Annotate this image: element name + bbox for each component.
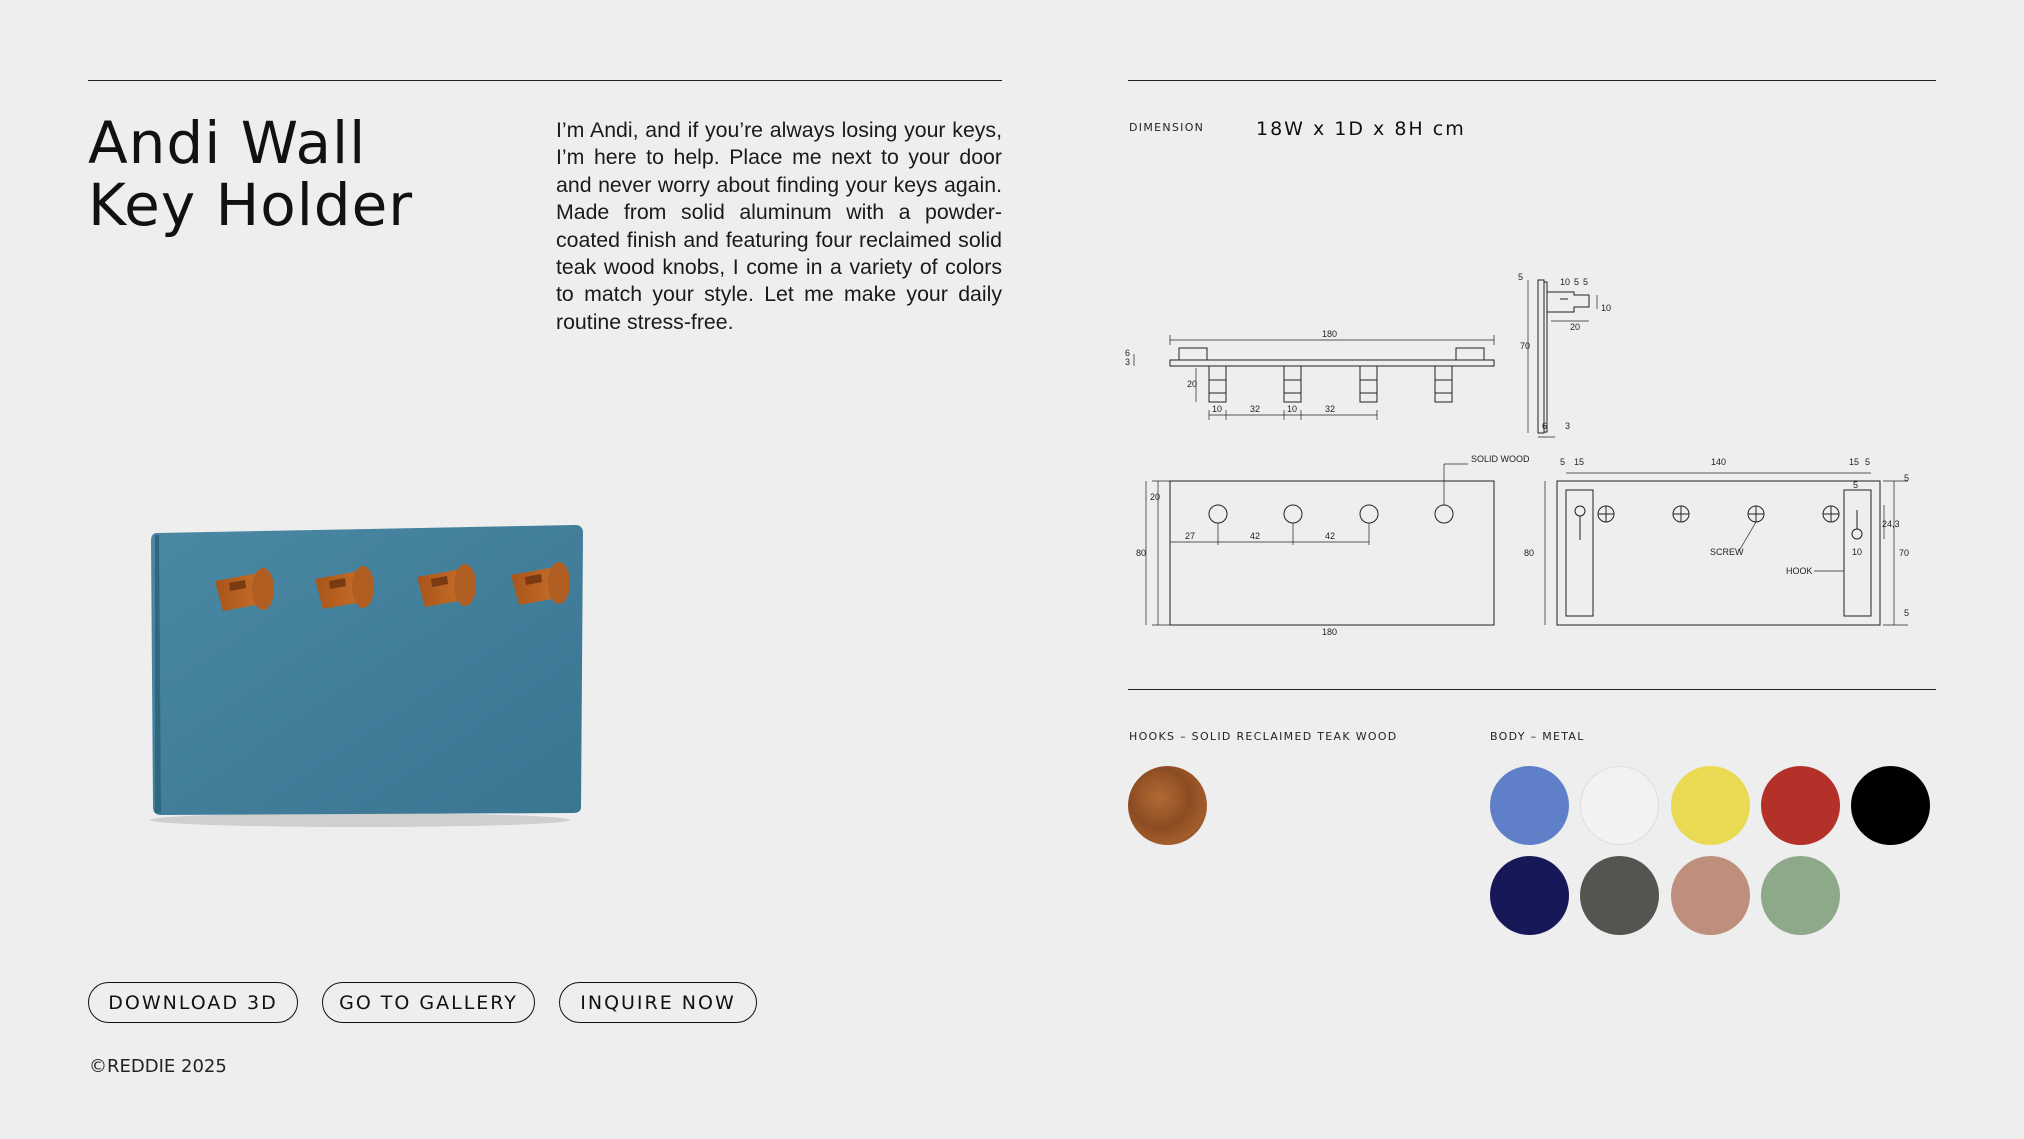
- dim-5b-back: 5: [1865, 457, 1871, 467]
- dim-10-right-side: 10: [1601, 303, 1612, 313]
- dim-32b-top: 32: [1325, 404, 1336, 414]
- body-material-label: BODY – METAL: [1490, 730, 1585, 743]
- hooks-material-label: HOOKS – SOLID RECLAIMED TEAK WOOD: [1129, 730, 1398, 743]
- product-title-line2: Key Holder: [88, 171, 414, 239]
- dim-5b-side: 5: [1583, 277, 1589, 287]
- product-title: [88, 109, 414, 239]
- swatch-white[interactable]: [1580, 766, 1659, 845]
- dim-5a-side: 5: [1574, 277, 1580, 287]
- dim-180-front: 180: [1322, 627, 1338, 635]
- swatch-teak[interactable]: [1128, 766, 1207, 845]
- dim-20-front: 20: [1150, 492, 1161, 502]
- hook-callout: HOOK: [1786, 566, 1813, 576]
- dim-5-side: 5: [1518, 272, 1524, 282]
- dim-24-3-back: 24,3: [1882, 519, 1900, 529]
- product-title-line1: Andi Wall: [88, 109, 367, 177]
- product-description: I’m Andi, and if you’re always losing your keys, I’m here to help. Place me next to your door and never worry about finding your keys again. Made from solid aluminum with a powder-coated finish and featuring four reclaimed solid teak wood knobs, I come in a variety of colors to match your style. Let me make your daily routine stress-free.: [556, 118, 1002, 334]
- dim-70-side: 70: [1520, 341, 1531, 351]
- dim-5-back: 5: [1560, 457, 1566, 467]
- dim-42b-front: 42: [1325, 531, 1336, 541]
- dim-80-front: 80: [1136, 548, 1147, 558]
- dim-5-bottom-back: 5: [1904, 608, 1910, 618]
- dimension-value: 18W x 1D x 8H cm: [1256, 118, 1466, 140]
- swatch-red[interactable]: [1761, 766, 1840, 845]
- dim-20-top: 20: [1187, 379, 1198, 389]
- dim-80-back: 80: [1524, 548, 1535, 558]
- dim-6-top: 6: [1125, 348, 1131, 358]
- dim-70-back: 70: [1899, 548, 1910, 558]
- dim-20-side: 20: [1570, 322, 1581, 332]
- dim-180-top: 180: [1322, 329, 1338, 339]
- top-rule-left: [88, 80, 1002, 81]
- copyright-text: ©REDDIE 2025: [89, 1056, 227, 1077]
- swatch-blush[interactable]: [1671, 856, 1750, 935]
- screw-icons: [1598, 506, 1839, 522]
- dim-10a-top: 10: [1212, 404, 1223, 414]
- swatch-charcoal[interactable]: [1580, 856, 1659, 935]
- technical-drawings: [1124, 265, 1944, 635]
- middle-rule-right: [1128, 689, 1936, 690]
- dim-15-back: 15: [1574, 457, 1585, 467]
- dim-15b-back: 15: [1849, 457, 1860, 467]
- dim-5-right-back: 5: [1904, 473, 1910, 483]
- top-view-drawing: [1134, 335, 1494, 420]
- product-image: [145, 515, 600, 830]
- swatch-yellow[interactable]: [1671, 766, 1750, 845]
- swatch-navy[interactable]: [1490, 856, 1569, 935]
- solid-wood-callout: SOLID WOOD: [1471, 454, 1530, 464]
- dim-10-side: 10: [1560, 277, 1571, 287]
- dim-27-front: 27: [1185, 531, 1196, 541]
- screw-callout: SCREW: [1710, 547, 1744, 557]
- dim-10-back: 10: [1852, 547, 1863, 557]
- swatch-black[interactable]: [1851, 766, 1930, 845]
- dim-3-top: 3: [1125, 357, 1131, 367]
- top-rule-right: [1128, 80, 1936, 81]
- swatch-cornflower-blue[interactable]: [1490, 766, 1569, 845]
- inquire-now-button[interactable]: INQUIRE NOW: [559, 982, 757, 1023]
- dim-32a-top: 32: [1250, 404, 1261, 414]
- dim-5c-back: 5: [1853, 480, 1859, 490]
- swatch-sage[interactable]: [1761, 856, 1840, 935]
- dim-3-side: 3: [1565, 421, 1571, 431]
- dim-6-side: 6: [1542, 421, 1548, 431]
- dim-42a-front: 42: [1250, 531, 1261, 541]
- go-to-gallery-button[interactable]: GO TO GALLERY: [322, 982, 535, 1023]
- dim-140-back: 140: [1711, 457, 1727, 467]
- front-view-drawing: [1146, 464, 1494, 635]
- side-view-drawing: [1528, 280, 1597, 437]
- download-3d-button[interactable]: DOWNLOAD 3D: [88, 982, 298, 1023]
- dim-10b-top: 10: [1287, 404, 1298, 414]
- dimension-label: DIMENSION: [1129, 121, 1205, 134]
